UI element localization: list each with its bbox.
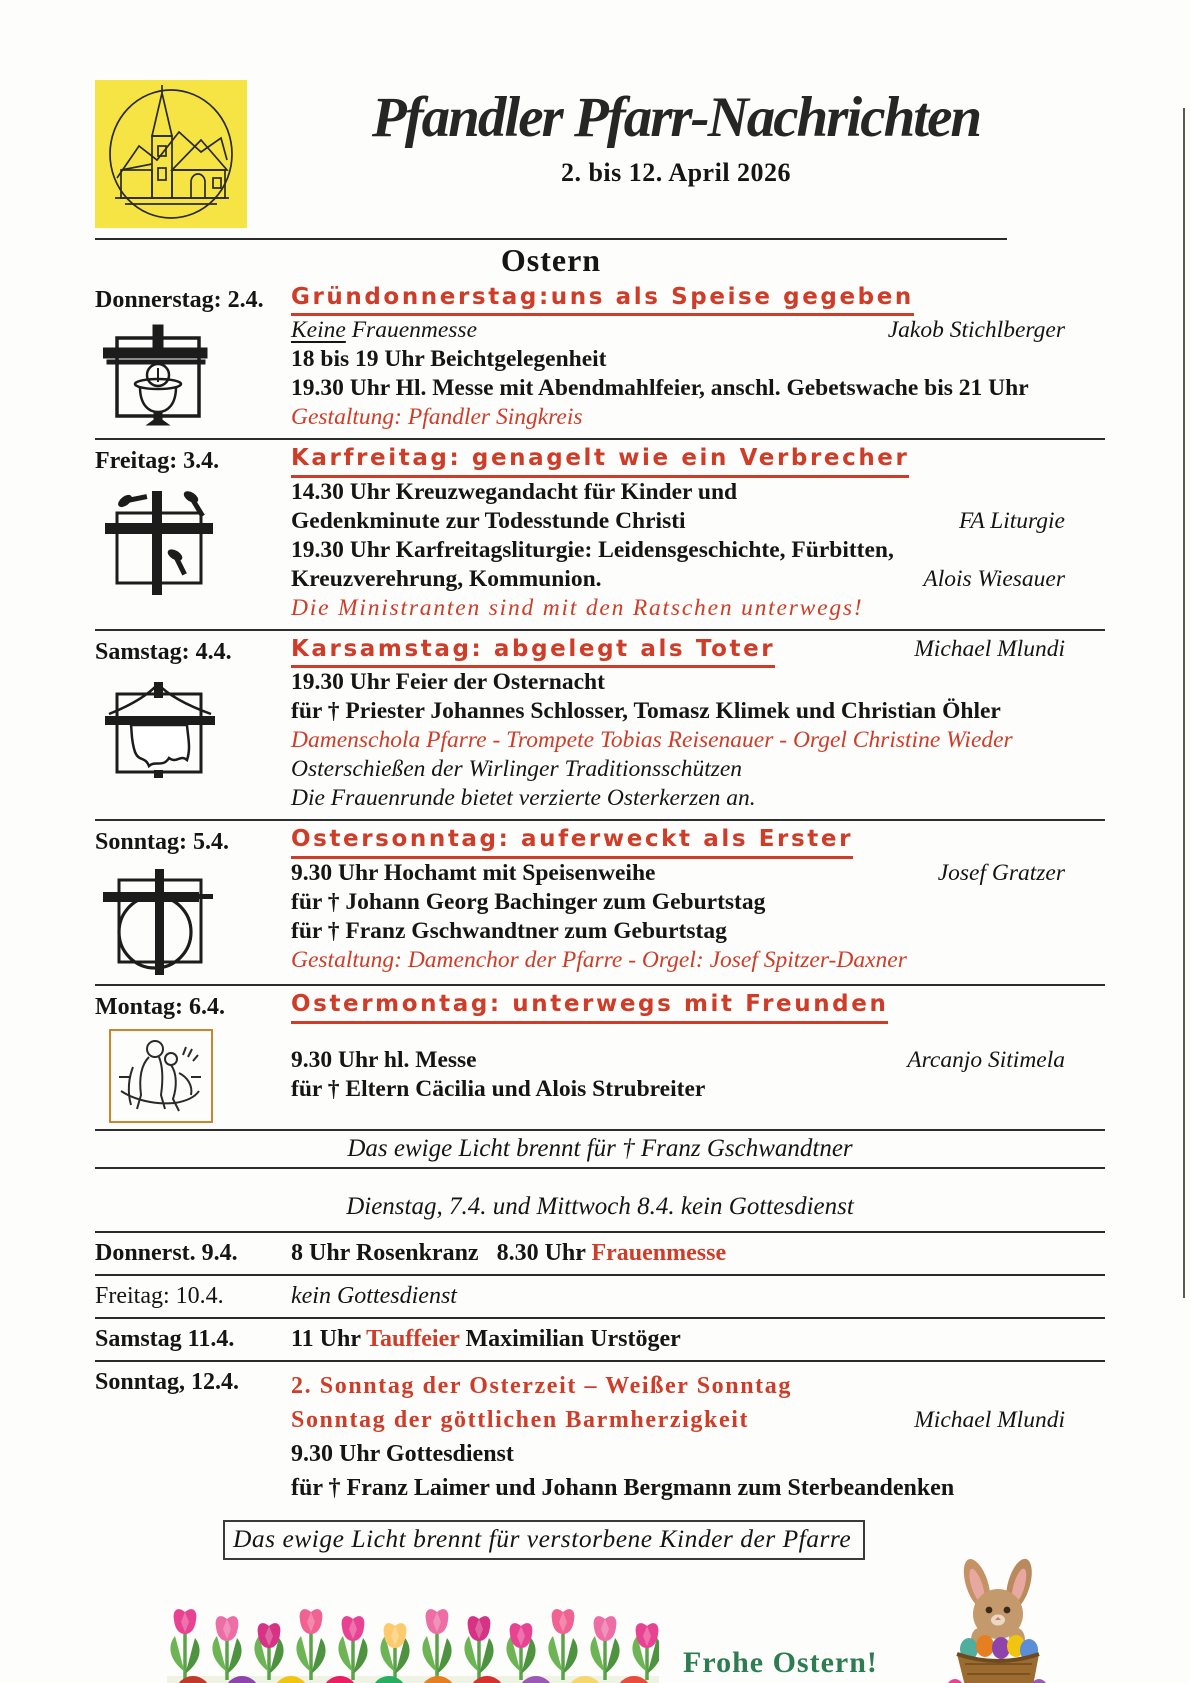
section-heading-row — [291, 636, 1105, 668]
text-segment: für † Franz Laimer und Johann Bergmann zum Sterbeandenken — [291, 1475, 955, 1502]
cross-nails-icon — [103, 483, 215, 595]
schedule-line — [291, 565, 1105, 594]
day-section — [95, 821, 1105, 986]
schedule-line — [291, 697, 1105, 726]
text-segment: 19.30 Uhr Hl. Messe mit Abendmahlfeier, anschl. Gebetswache bis 21 Uhr — [291, 375, 1029, 402]
text-segment: Sonntag der göttlichen Barmherzigkeit — [291, 1407, 750, 1434]
schedule-line-text — [291, 1403, 749, 1437]
schedule-line — [291, 1437, 1105, 1471]
shroud-icon — [103, 674, 215, 782]
day-section — [95, 440, 1105, 630]
day-label: Samstag 11.4. — [95, 1326, 235, 1353]
eternal-light-notice: Das ewige Licht brennt für † Franz Gschwandtner — [95, 1131, 1105, 1169]
easter-bunny-image — [939, 1556, 1057, 1683]
cross-circle-icon — [103, 864, 215, 978]
day-column — [95, 991, 291, 1123]
schedule-line-text — [291, 946, 907, 975]
text-segment: Maximilian Urstöger — [459, 1326, 681, 1353]
table-row — [95, 1317, 1105, 1360]
celebrant-name: Arcanjo Sitimela — [907, 1046, 1065, 1073]
day-label: Sonntag: 5.4. — [95, 829, 230, 856]
text-segment: Frauenmesse — [591, 1240, 727, 1267]
schedule-line — [291, 316, 1105, 345]
day-section-body — [291, 636, 1105, 813]
table-row — [95, 1360, 1105, 1512]
day-column — [95, 636, 291, 813]
text-segment: 14.30 Uhr Kreuzwegandacht für Kinder und — [291, 478, 738, 505]
table-row — [95, 1274, 1105, 1317]
section-heading-row — [291, 445, 1105, 477]
schedule-line — [291, 478, 1105, 507]
section-heading: Gründonnerstag:uns als Speise gegeben — [291, 284, 914, 316]
chalice-icon — [103, 322, 215, 428]
schedule-line-text — [291, 917, 727, 946]
title-block — [247, 80, 1105, 188]
day-label: Samstag: 4.4. — [95, 638, 232, 665]
schedule-line — [291, 345, 1105, 374]
schedule-line-text — [291, 594, 864, 623]
schedule-line — [291, 668, 1105, 697]
text-segment: Die Frauenrunde bietet verzierte Osterkerzen an. — [291, 785, 756, 812]
text-segment: Gedenkminute zur Todesstunde Christi — [291, 507, 686, 534]
schedule-line-text — [291, 374, 1029, 403]
eternal-light-boxed-notice: Das ewige Licht brennt für verstorbene Kinder der Pfarre — [223, 1520, 865, 1560]
text-segment: 8 Uhr Rosenkranz 8.30 Uhr — [291, 1240, 592, 1267]
schedule-line — [291, 1403, 1105, 1437]
text-segment: Damenschola Pfarre - Trompete Tobias Reisenauer - Orgel Christine Wieder — [291, 727, 1013, 754]
text-segment: 18 bis 19 Uhr Beichtgelegenheit — [291, 346, 607, 373]
schedule-line-text — [291, 784, 756, 813]
text-segment: 19.30 Uhr Karfreitagsliturgie: Leidensgeschichte, Fürbitten, — [291, 536, 894, 563]
schedule-line-text — [291, 1046, 477, 1075]
day-label: Montag: 6.4. — [95, 994, 225, 1021]
schedule-line — [291, 726, 1105, 755]
text-segment: Keine — [291, 317, 346, 344]
header — [95, 80, 1105, 228]
day-label: Donnerst. 9.4. — [95, 1240, 238, 1267]
section-heading-row — [291, 826, 1105, 858]
tulips-easter-eggs-image — [167, 1602, 659, 1683]
celebrant-name: Josef Gratzer — [937, 859, 1065, 886]
text-segment: kein Gottesdienst — [291, 1283, 457, 1310]
section-heading-row — [291, 991, 1105, 1023]
schedule-line-text — [291, 888, 765, 917]
day-section — [95, 279, 1105, 440]
section-heading: Ostersonntag: auferweckt als Erster — [291, 826, 853, 858]
text-segment: für † Priester Johannes Schlosser, Tomasz Klimek und Christian Öhler — [291, 698, 1001, 725]
schedule-line-text — [291, 536, 894, 565]
text-segment: für † Eltern Cäcilia und Alois Strubreiter — [291, 1075, 706, 1102]
row-content — [291, 1240, 1105, 1267]
text-segment: 19.30 Uhr Feier der Osternacht — [291, 669, 605, 696]
text-segment: 9.30 Uhr Gottesdienst — [291, 1441, 514, 1468]
text-segment: Kreuzverehrung, Kommunion. — [291, 565, 602, 592]
page-title: Pfandler Pfarr-Nachrichten — [371, 86, 981, 149]
day-column — [95, 284, 291, 432]
row-content — [291, 1283, 1105, 1310]
day-label: Donnerstag: 2.4. — [95, 287, 264, 313]
text-segment: Frauenmesse — [345, 317, 478, 344]
schedule-line-text — [291, 507, 686, 536]
schedule-line — [291, 1075, 1105, 1104]
schedule-line — [291, 859, 1105, 888]
table-row — [95, 1231, 1105, 1274]
celebrant-name: Jakob Stichlberger — [887, 317, 1065, 344]
text-segment: 9.30 Uhr hl. Messe — [291, 1046, 477, 1073]
day-label: Sonntag, 12.4. — [95, 1369, 240, 1396]
footer — [95, 1564, 1105, 1683]
schedule-line — [291, 507, 1105, 536]
day-section — [95, 631, 1105, 821]
day-label: Freitag: 3.4. — [95, 448, 220, 475]
schedule-line-text — [291, 726, 1013, 755]
schedule-line-text — [291, 1471, 954, 1505]
schedule-line — [291, 1471, 1105, 1505]
section-heading-row — [291, 284, 1105, 316]
day-column — [95, 445, 291, 622]
church-logo — [95, 80, 247, 228]
schedule-line-text — [291, 668, 605, 697]
row-content — [291, 1326, 1105, 1353]
schedule-line-text — [291, 345, 607, 374]
schedule-line-text — [291, 1369, 792, 1403]
date-range: 2. bis 12. April 2026 — [560, 157, 792, 187]
schedule-line-text — [291, 1075, 705, 1104]
day-section-body — [291, 826, 1105, 978]
schedule-line-text — [291, 316, 477, 345]
schedule-line-text — [291, 478, 737, 507]
section-heading: Karsamstag: abgelegt als Toter — [291, 636, 775, 668]
text-segment: für † Franz Gschwandtner zum Geburtstag — [291, 917, 727, 944]
schedule-rows — [95, 1231, 1105, 1512]
schedule-line — [291, 755, 1105, 784]
section-title: Ostern — [500, 242, 602, 278]
day-column — [95, 826, 291, 978]
text-segment: 2. Sonntag der Osterzeit – Weißer Sonntag — [291, 1373, 792, 1400]
schedule-line — [291, 536, 1105, 565]
schedule-line — [291, 1369, 1105, 1403]
day-section-body — [291, 445, 1105, 622]
day-section-body — [291, 991, 1105, 1123]
boxed-notice-wrap — [223, 1520, 1105, 1560]
schedule-line-text — [291, 565, 602, 594]
schedule-line-text — [291, 859, 655, 888]
schedule-line — [291, 946, 1105, 975]
text-segment: Gestaltung: Damenchor der Pfarre - Orgel: Josef Spitzer-Daxner — [291, 946, 907, 973]
text-segment: Tauffeier — [366, 1326, 460, 1353]
day-section — [95, 986, 1105, 1131]
schedule-line — [291, 917, 1105, 946]
row-content — [291, 1369, 1105, 1505]
schedule-line — [291, 888, 1105, 917]
celebrant-name: FA Liturgie — [959, 507, 1065, 534]
schedule-sections — [95, 279, 1105, 1131]
scan-edge-line — [1183, 108, 1185, 1298]
header-divider — [95, 238, 1007, 240]
schedule-line — [291, 1046, 1105, 1075]
section-heading: Karfreitag: genagelt wie ein Verbrecher — [291, 445, 909, 477]
celebrant-name: Michael Mlundi — [914, 1407, 1065, 1434]
text-segment: für † Johann Georg Bachinger zum Geburtstag — [291, 888, 766, 915]
schedule-line-text — [291, 697, 1001, 726]
day-label: Freitag: 10.4. — [95, 1283, 224, 1310]
text-segment: 9.30 Uhr Hochamt mit Speisenweihe — [291, 859, 656, 886]
schedule-line-text — [291, 755, 742, 784]
schedule-line-text — [291, 403, 583, 432]
text-segment: Osterschießen der Wirlinger Traditionsschützen — [291, 756, 743, 783]
schedule-line — [291, 374, 1105, 403]
celebrant-name: Alois Wiesauer — [923, 565, 1065, 592]
text-segment: Gestaltung: Pfandler Singkreis — [291, 404, 583, 431]
text-segment: 11 Uhr — [291, 1326, 367, 1353]
midweek-notice: Dienstag, 7.4. und Mittwoch 8.4. kein Gottesdienst — [346, 1193, 854, 1221]
schedule-line-text — [291, 1437, 514, 1471]
schedule-line — [291, 403, 1105, 432]
text-segment: Die Ministranten sind mit den Ratschen unterwegs! — [291, 594, 864, 621]
emmaus-icon — [109, 1029, 213, 1123]
section-heading: Ostermontag: unterwegs mit Freunden — [291, 991, 888, 1023]
schedule-line — [291, 594, 1105, 623]
celebrant-name: Michael Mlundi — [914, 635, 1065, 662]
easter-greeting: Frohe Ostern! — [683, 1646, 878, 1680]
day-section-body — [291, 284, 1105, 432]
schedule-line — [291, 784, 1105, 813]
